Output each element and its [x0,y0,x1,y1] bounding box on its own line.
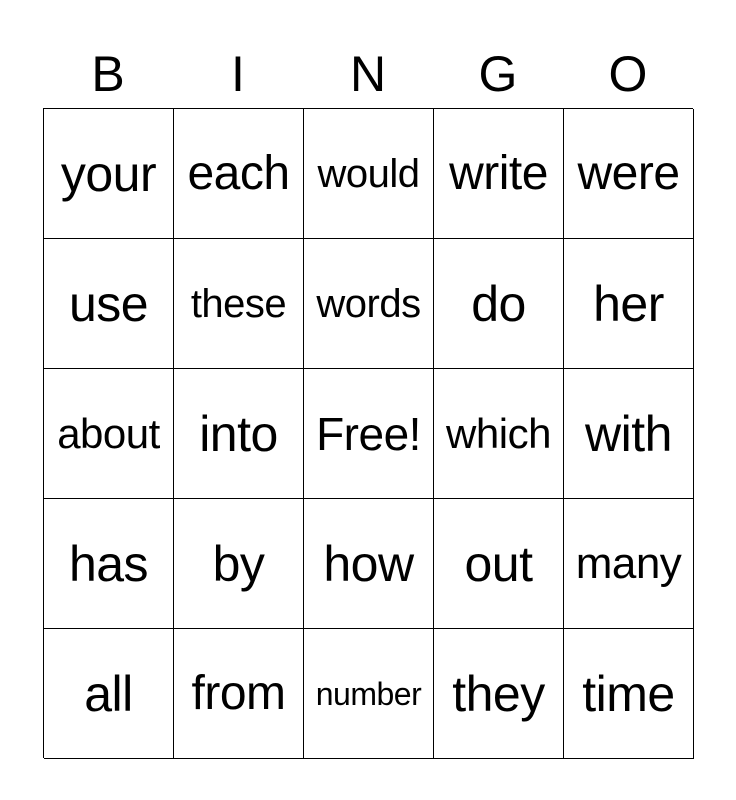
bingo-board [43,108,693,758]
header-letter-i: I [231,46,245,102]
header-letter-n: N [349,46,387,102]
bingo-cell[interactable]: her [564,239,694,369]
bingo-cell[interactable]: out [434,499,564,629]
bingo-cell[interactable]: many [564,499,694,629]
header-letter-b: B [91,46,125,102]
bingo-cell[interactable]: from [174,629,304,759]
bingo-cell[interactable]: time [564,629,694,759]
bingo-cell[interactable]: which [434,369,564,499]
bingo-cell[interactable]: by [174,499,304,629]
bingo-cell[interactable]: these [174,239,304,369]
bingo-cell-free[interactable]: Free! [304,369,434,499]
header-letter-o: O [608,46,648,102]
bingo-cell[interactable]: were [564,109,694,239]
bingo-cell[interactable]: would [304,109,434,239]
bingo-cell[interactable]: about [44,369,174,499]
bingo-cell[interactable]: use [44,239,174,369]
bingo-cell[interactable]: has [44,499,174,629]
bingo-cell[interactable]: your [44,109,174,239]
bingo-cell[interactable]: do [434,239,564,369]
bingo-cell[interactable]: how [304,499,434,629]
bingo-cell[interactable]: words [304,239,434,369]
bingo-cell[interactable]: into [174,369,304,499]
bingo-cell[interactable]: they [434,629,564,759]
bingo-cell[interactable]: write [434,109,564,239]
header-letter-g: G [478,46,518,102]
bingo-cell[interactable]: each [174,109,304,239]
bingo-cell[interactable]: all [44,629,174,759]
bingo-header [43,40,693,108]
bingo-cell[interactable]: number [304,629,434,759]
bingo-cell[interactable]: with [564,369,694,499]
